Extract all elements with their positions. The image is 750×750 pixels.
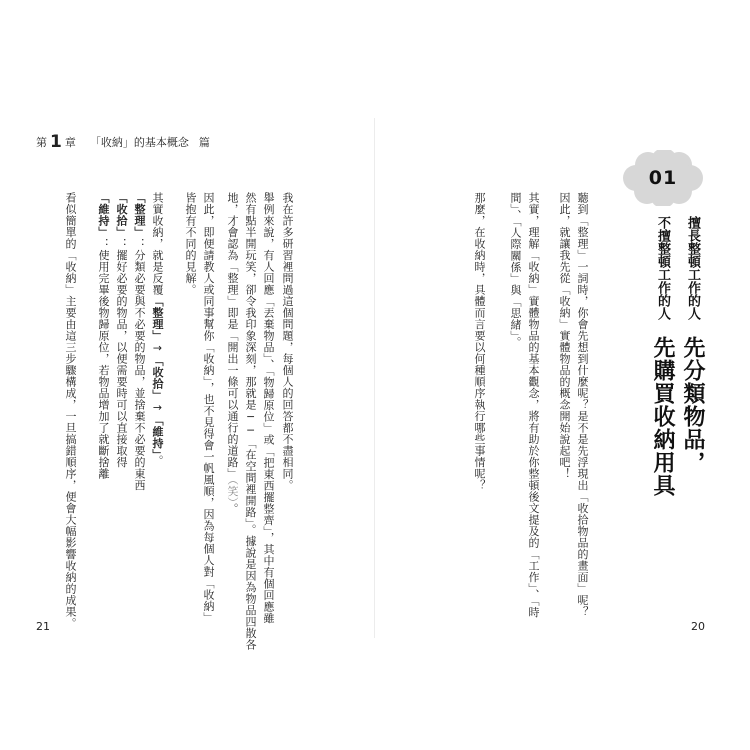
heading-line1-big: 先分類物品， [680, 336, 705, 474]
body-line: 其實，理解「收納」實體物品的基本觀念，將有助於你整頓後文提及的「工作」、「時 [527, 192, 540, 618]
body-line: 看似簡單的「收納」主要由這三步驟構成，一旦搞錯順序，便會大幅影響收納的成果。 [64, 192, 77, 629]
body-line: 舉例來說，有人回應「丟棄物品」、「物歸原位」或「把東西擺整齊」，其中有個回應雖 [262, 192, 275, 624]
page-number-right: 20 [691, 620, 705, 633]
arrow-icon: → [151, 401, 164, 415]
page-gutter [374, 118, 375, 638]
steps-intro-line: 其實收納，就是反覆「整理」→「收拾」→「維持」。 [151, 192, 164, 467]
running-header [36, 131, 210, 151]
step-1-desc: ：分類必要與不必要的物品，並捨棄不必要的東西 [133, 238, 146, 491]
step-1-label: 「整理」 [133, 192, 146, 238]
step-2-desc: ：擺好必要的物品，以便需要時可以直接取得 [115, 238, 128, 468]
body-line: 因此，即便請教人或同事幫你「收納」，也不見得會一帆風順，因為每個人對「收納」 [202, 192, 215, 624]
body-line: 間」、「人際關係」與「思緒」。 [509, 192, 522, 348]
body-line: 然有點半開玩笑，卻令我印象深刻，那就是──「在空間裡開路」。據說是因為物品四散各 [244, 192, 257, 651]
page-number-left: 21 [36, 620, 50, 633]
section-number: 01 [648, 167, 678, 189]
steps-intro: 其實收納，就是反覆 [151, 192, 164, 296]
step-1-label: 「整理」 [151, 295, 164, 342]
arrow-icon: → [151, 341, 164, 355]
body-line: 因此，就讓我先從「收納」實體物品的概念開始說起吧！ [558, 192, 571, 480]
step-3-line [97, 192, 110, 592]
body-line: 地，才會認為「整理」即是「開出一條可以通行的道路」（笑）。 [226, 192, 239, 515]
heading-line1-small: 擅長整頓工作的人 [685, 216, 700, 320]
step-1-line [133, 192, 146, 592]
chapter-label: 第 [36, 136, 47, 149]
chapter-title-suffix: 篇 [198, 136, 210, 149]
body-line: 那麼，在收納時，具體而言要以何種順序執行哪些事情呢？ [473, 192, 486, 491]
laugh-note: （笑） [226, 479, 239, 503]
chapter-title: 「收納」的基本概念 [89, 136, 189, 149]
body-line: 聽到「整理」一詞時，你會先想到什麼呢？是不是先浮現出「收拾物品的畫面」呢？ [576, 192, 589, 618]
chapter-number: 1 [50, 132, 62, 152]
step-2-label: 「收拾」 [115, 192, 128, 238]
step-3-desc: ：使用完畢後物歸原位，若物品增加了就斷捨離 [97, 238, 110, 480]
body-line: 皆抱有不同的見解。 [184, 192, 197, 296]
step-3-label: 「維持」 [151, 414, 164, 455]
heading-line2-small: 不擅整頓工作的人 [655, 216, 670, 320]
body-line: 我在許多研習裡問過這個問題，每個人的回答都不盡相同。 [281, 192, 294, 491]
heading-line2-big: 先購買收納用具 [650, 336, 675, 497]
step-3-label: 「維持」 [97, 192, 110, 238]
section-number-badge [622, 150, 704, 206]
step-2-line [115, 192, 128, 592]
body-line-text: 地，才會認為「整理」即是「開出一條可以通行的道路」 [226, 192, 239, 480]
step-2-label: 「收拾」 [151, 355, 164, 401]
chapter-label-suffix: 章 [64, 136, 76, 149]
